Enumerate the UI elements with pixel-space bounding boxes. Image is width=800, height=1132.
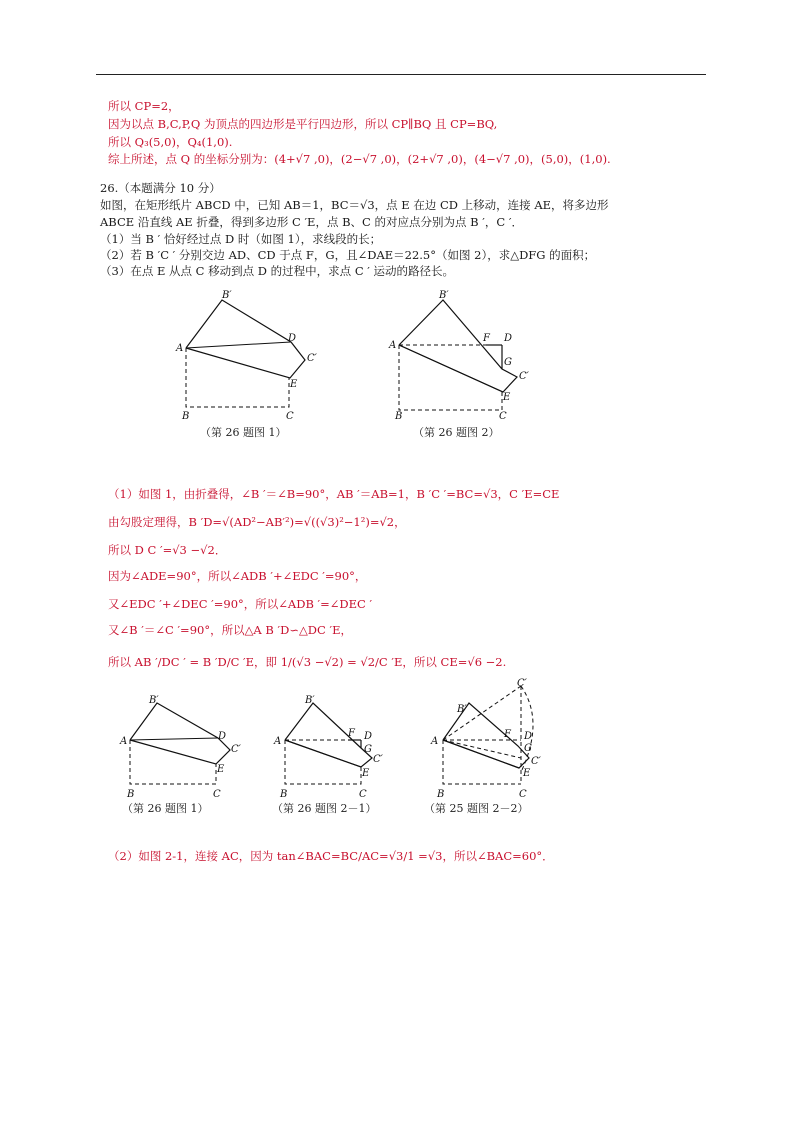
figure-bottom-2-caption: （第 26 题图 2－1） <box>272 802 377 815</box>
label-e: E <box>523 768 531 779</box>
label-b: B <box>395 411 403 422</box>
problem-line-4: （2）若 B ′C ′ 分别交边 AD、CD 于点 F，G，且∠DAE＝22.5°（如图 2），求△DFG 的面积； <box>100 248 596 262</box>
label-e: E <box>362 768 370 779</box>
figure-bottom-1 <box>115 692 250 802</box>
label-f: F <box>504 729 511 740</box>
figure-top-1-caption: （第 26 题图 1） <box>200 426 287 439</box>
solution-line-6: 又∠B ′＝∠C ′=90°，所以△A B ′D∽△DC ′E， <box>108 623 352 637</box>
label-d: D <box>364 731 373 742</box>
answer-line-2: 因为以点 B,C,P,Q 为顶点的四边形是平行四边形，所以 CP∥BQ 且 CP=BQ, <box>108 117 498 131</box>
solution-line-4: 因为∠ADE=90°，所以∠ADB ′+∠EDC ′=90°， <box>108 569 367 583</box>
problem-line-3: （1）当 B ′ 恰好经过点 D 时（如图 1），求线段的长； <box>100 232 382 246</box>
solution-line-1: （1）如图 1，由折叠得，∠B ′＝∠B=90°，AB ′＝AB=1，B ′C ′=BC=√3，C ′E=CE <box>108 487 560 501</box>
label-b-prime: B′ <box>149 695 159 706</box>
label-c-prime: C′ <box>373 754 383 765</box>
label-e: E <box>503 392 511 403</box>
answer-line-4: 综上所述，点 Q 的坐标分别为：(4+√7 ,0)，(2−√7 ,0)，(2+√7 ,0)，(4−√7 ,0)，(5,0)，(1,0). <box>108 152 611 166</box>
problem-line-2: ABCE 沿直线 AE 折叠，得到多边形 C ′E，点 B、C 的对应点分别为点 B ′，C ′． <box>100 215 523 229</box>
label-d: D <box>218 731 227 742</box>
label-c: C <box>286 411 294 422</box>
problem-line-5: （3）在点 E 从点 C 移动到点 D 的过程中，求点 C ′ 运动的路径长。 <box>100 264 455 278</box>
label-b: B <box>127 789 135 800</box>
label-d: D <box>524 731 533 742</box>
solution-line-3: 所以 D C ′=√3 −√2． <box>108 543 227 557</box>
label-g: G <box>504 357 512 368</box>
label-c: C <box>213 789 221 800</box>
label-a: A <box>120 736 128 747</box>
header-rule <box>96 74 706 75</box>
figure-bottom-1-caption: （第 26 题图 1） <box>122 802 209 815</box>
label-b: B <box>437 789 445 800</box>
problem-line-1: 如图，在矩形纸片 ABCD 中，已知 AB＝1，BC＝√3，点 E 在边 CD 上移动，连接 AE，将多边形 <box>100 198 609 212</box>
label-f: F <box>483 333 490 344</box>
solution-line-5: 又∠EDC ′+∠DEC ′=90°，所以∠ADB ′=∠DEC ′ <box>108 597 373 611</box>
label-b-prime: B′ <box>305 695 315 706</box>
problem-header: 26.（本题满分 10 分） <box>100 181 221 195</box>
answer-line-3: 所以 Q₃(5,0)，Q₄(1,0). <box>108 135 233 149</box>
label-c-prime: C′ <box>519 371 529 382</box>
label-d: D <box>288 333 297 344</box>
label-b: B <box>280 789 288 800</box>
label-b: B <box>182 411 190 422</box>
label-c: C <box>519 789 527 800</box>
solution-line-7: 所以 AB ′/DC ′ = B ′D/C ′E，即 1/(√3 −√2) = √2/C ′E，所以 CE=√6 −2. <box>108 655 507 669</box>
label-e: E <box>290 379 298 390</box>
label-a: A <box>389 340 397 351</box>
label-a: A <box>431 736 439 747</box>
label-b-prime: B′ <box>457 704 467 715</box>
figure-top-2-caption: （第 26 题图 2） <box>413 426 500 439</box>
label-c: C <box>359 789 367 800</box>
part2-line: （2）如图 2-1，连接 AC，因为 tan∠BAC=BC/AC=√3/1 =√3，所以∠BAC=60°． <box>108 849 554 863</box>
label-c: C <box>499 411 507 422</box>
label-c-prime: C′ <box>231 744 241 755</box>
solution-line-2: 由勾股定理得，B ′D=√(AD²−AB′²)=√((√3)²−1²)=√2， <box>108 515 406 529</box>
answer-line-1: 所以 CP=2， <box>108 99 180 113</box>
label-b-prime: B′ <box>439 290 449 301</box>
label-g: G <box>364 744 372 755</box>
label-a: A <box>176 343 184 354</box>
label-c-prime: C′ <box>517 678 527 689</box>
label-f: F <box>348 728 355 739</box>
label-d: D <box>504 333 513 344</box>
label-a: A <box>274 736 282 747</box>
figure-bottom-3-caption: （第 25 题图 2－2） <box>424 802 529 815</box>
figure-top-2 <box>385 285 545 425</box>
label-c-prime: C′ <box>307 353 317 364</box>
label-e: E <box>217 764 225 775</box>
label-g: G <box>524 743 532 754</box>
label-c-prime: C′ <box>531 756 541 767</box>
label-b-prime: B′ <box>222 290 232 301</box>
figure-top-1 <box>170 285 330 425</box>
figure-bottom-2 <box>268 692 403 802</box>
figure-bottom-3 <box>425 676 565 802</box>
